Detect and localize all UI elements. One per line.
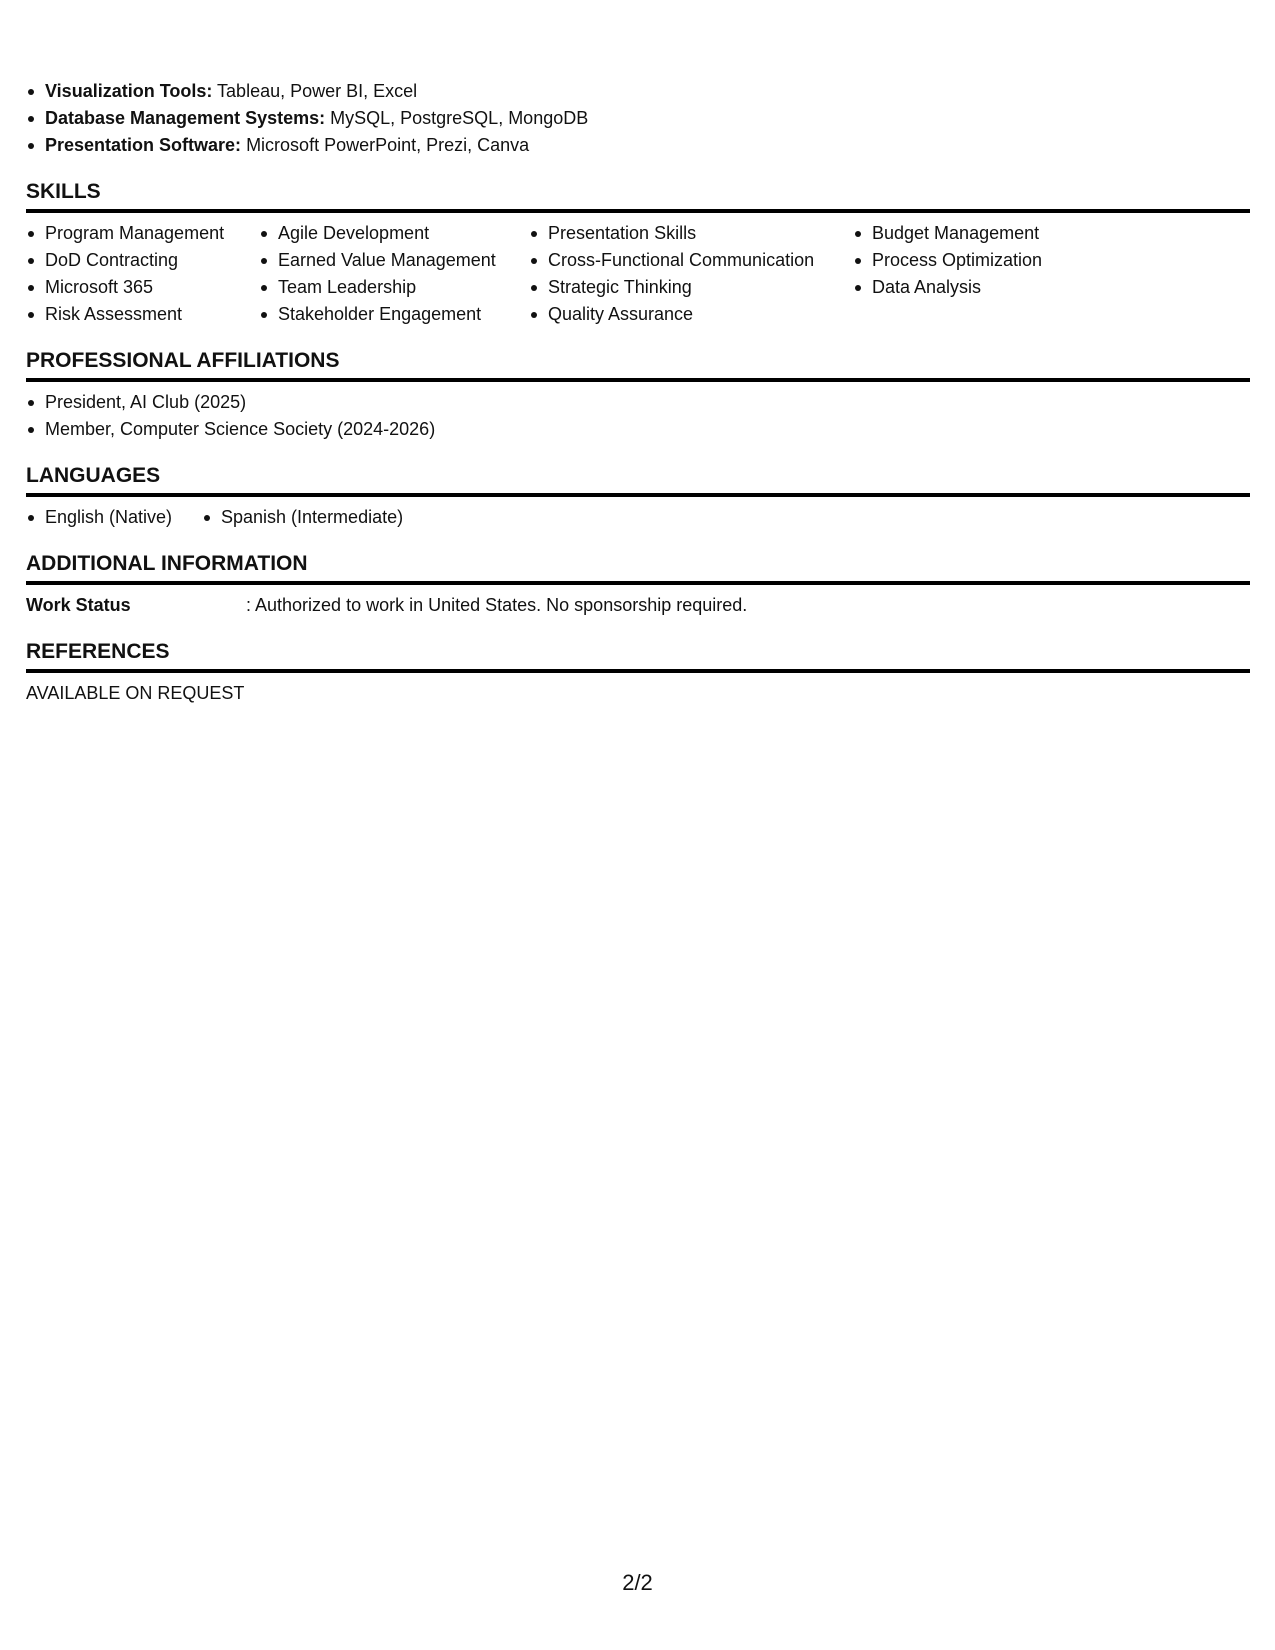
skills-column <box>26 220 259 328</box>
tools-list <box>26 78 1250 159</box>
affiliations-heading: PROFESSIONAL AFFILIATIONS <box>26 347 1250 382</box>
affiliation-item: Member, Computer Science Society (2024-2026) <box>26 416 1250 443</box>
work-status-label: Work Status <box>26 595 131 615</box>
skill-item: Process Optimization <box>853 247 1153 274</box>
tools-item-label: Database Management Systems: <box>45 108 326 128</box>
page-number: 2/2 <box>622 1570 653 1595</box>
languages-column <box>26 504 202 531</box>
skill-item: Program Management <box>26 220 259 247</box>
skills-heading: SKILLS <box>26 178 1250 213</box>
language-item: Spanish (Intermediate) <box>202 504 403 531</box>
languages-heading: LANGUAGES <box>26 462 1250 497</box>
skill-item: Agile Development <box>259 220 529 247</box>
tools-item-value: Tableau, Power BI, Excel <box>217 81 418 101</box>
tools-item <box>26 132 1250 159</box>
affiliation-item: President, AI Club (2025) <box>26 389 1250 416</box>
skill-item: Risk Assessment <box>26 301 259 328</box>
tools-item-value: MySQL, PostgreSQL, MongoDB <box>330 108 589 128</box>
resume-page <box>26 78 1250 707</box>
tools-item-label: Presentation Software: <box>45 135 242 155</box>
tools-item-label: Visualization Tools: <box>45 81 213 101</box>
skill-item: Quality Assurance <box>529 301 853 328</box>
references-heading: REFERENCES <box>26 638 1250 673</box>
skill-item: Data Analysis <box>853 274 1153 301</box>
tools-item <box>26 105 1250 132</box>
skill-item: Budget Management <box>853 220 1153 247</box>
skill-item: Team Leadership <box>259 274 529 301</box>
references-text: AVAILABLE ON REQUEST <box>26 683 245 703</box>
affiliations-list <box>26 389 1250 443</box>
skill-item: Earned Value Management <box>259 247 529 274</box>
skill-item: Cross-Functional Communication <box>529 247 853 274</box>
languages-column <box>202 504 403 531</box>
skill-item: Presentation Skills <box>529 220 853 247</box>
work-status-row <box>26 592 1250 619</box>
language-item: English (Native) <box>26 504 202 531</box>
skills-grid <box>26 220 1250 328</box>
skill-item: Strategic Thinking <box>529 274 853 301</box>
skills-column <box>529 220 853 328</box>
additional-info-heading: ADDITIONAL INFORMATION <box>26 550 1250 585</box>
languages-list <box>26 504 1250 531</box>
tools-item-value: Microsoft PowerPoint, Prezi, Canva <box>246 135 530 155</box>
skill-item: Microsoft 365 <box>26 274 259 301</box>
work-status-value: : Authorized to work in United States. No sponsorship required. <box>246 595 748 615</box>
tools-item <box>26 78 1250 105</box>
skills-column <box>853 220 1153 328</box>
skill-item: DoD Contracting <box>26 247 259 274</box>
skills-column <box>259 220 529 328</box>
skill-item: Stakeholder Engagement <box>259 301 529 328</box>
